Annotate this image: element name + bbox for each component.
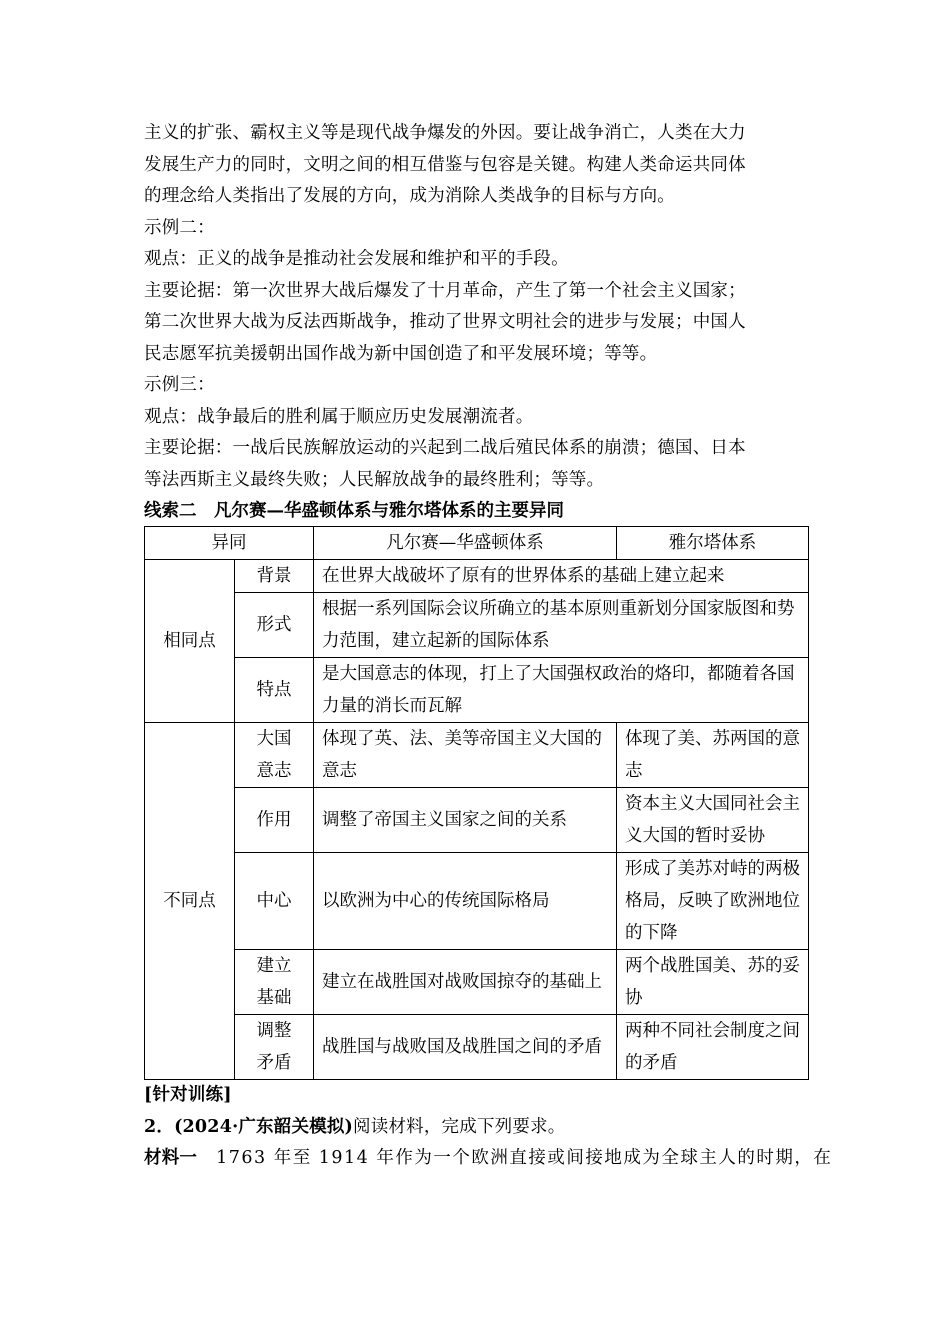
material-line xyxy=(144,1143,833,1175)
aspect-cell: 特点 xyxy=(235,658,314,723)
paragraph-line: 的理念给人类指出了发展的方向，成为消除人类战争的目标与方向。 xyxy=(144,186,675,206)
table-row xyxy=(145,788,809,853)
content-cell: 在世界大战破坏了原有的世界体系的基础上建立起来 xyxy=(314,560,809,593)
aspect-cell: 调整矛盾 xyxy=(235,1015,314,1080)
document-page xyxy=(144,118,833,1175)
aspect-cell: 背景 xyxy=(235,560,314,593)
training-title: [针对训练] xyxy=(144,1085,232,1105)
paragraph-line: 等法西斯主义最终失败；人民解放战争的最终胜利；等等。 xyxy=(144,469,605,490)
material-text: 1763 年至 1914 年作为一个欧洲直接或间接地成为全球主人的时期，在 xyxy=(197,1148,833,1168)
question-prompt: 阅读材料，完成下列要求。 xyxy=(353,1116,566,1137)
table-row xyxy=(145,593,809,658)
vw-cell: 体现了英、法、美等帝国主义大国的意志 xyxy=(314,723,617,788)
table-row xyxy=(145,723,809,788)
yalta-cell: 形成了美苏对峙的两极格局，反映了欧洲地位的下降 xyxy=(617,853,809,950)
diff-label-cell: 不同点 xyxy=(145,723,235,1080)
vw-cell: 建立在战胜国对战败国掠夺的基础上 xyxy=(314,950,617,1015)
table-header-row xyxy=(145,527,809,560)
aspect-cell: 中心 xyxy=(235,853,314,950)
table-row xyxy=(145,950,809,1015)
vw-cell: 调整了帝国主义国家之间的关系 xyxy=(314,788,617,853)
body-text-top xyxy=(144,118,808,496)
vw-cell: 战胜国与战败国及战胜国之间的矛盾 xyxy=(314,1015,617,1080)
aspect-cell: 大国意志 xyxy=(235,723,314,788)
paragraph-line: 主要论据：一战后民族解放运动的兴起到二战后殖民体系的崩溃；德国、日本 xyxy=(144,438,746,458)
content-cell: 根据一系列国际会议所确立的基本原则重新划分国家版图和势力范围，建立起新的国际体系 xyxy=(314,593,809,658)
table-row xyxy=(145,1015,809,1080)
table-row xyxy=(145,658,809,723)
paragraph-line: 民志愿军抗美援朝出国作战为新中国创造了和平发展环境；等等。 xyxy=(144,343,658,364)
question-number: 2． xyxy=(144,1116,175,1137)
header-cell: 异同 xyxy=(145,527,314,560)
question-source: (2024·广东韶关模拟) xyxy=(174,1116,354,1137)
yalta-cell: 体现了美、苏两国的意志 xyxy=(617,723,809,788)
paragraph-line: 主要论据：第一次世界大战后爆发了十月革命，产生了第一个社会主义国家； xyxy=(144,280,746,301)
paragraph-line: 主义的扩张、霸权主义等是现代战争爆发的外因。要让战争消亡，人类在大力 xyxy=(144,123,746,143)
paragraph-line: 观点：正义的战争是推动社会发展和维护和平的手段。 xyxy=(144,249,569,269)
table-row xyxy=(145,560,809,593)
aspect-cell: 形式 xyxy=(235,593,314,658)
example-label: 示例三： xyxy=(144,375,215,395)
paragraph-line: 发展生产力的同时，文明之间的相互借鉴与包容是关键。构建人类命运共同体 xyxy=(144,154,746,175)
yalta-cell: 两种不同社会制度之间的矛盾 xyxy=(617,1015,809,1080)
content-cell: 是大国意志的体现，打上了大国强权政治的烙印，都随着各国力量的消长而瓦解 xyxy=(314,658,809,723)
question-line xyxy=(144,1112,808,1144)
vw-cell: 以欧洲为中心的传统国际格局 xyxy=(314,853,617,950)
header-cell: 凡尔赛—华盛顿体系 xyxy=(314,527,617,560)
example-label: 示例二： xyxy=(144,217,215,238)
yalta-cell: 两个战胜国美、苏的妥协 xyxy=(617,950,809,1015)
yalta-cell: 资本主义大国同社会主义大国的暂时妥协 xyxy=(617,788,809,853)
table-row xyxy=(145,853,809,950)
aspect-cell: 作用 xyxy=(235,788,314,853)
comparison-table xyxy=(144,526,809,1080)
aspect-cell: 建立基础 xyxy=(235,950,314,1015)
same-label-cell: 相同点 xyxy=(145,560,235,723)
paragraph-line: 第二次世界大战为反法西斯战争，推动了世界文明社会的进步与发展；中国人 xyxy=(144,312,746,332)
paragraph-line: 观点：战争最后的胜利属于顺应历史发展潮流者。 xyxy=(144,406,534,427)
material-label: 材料一 xyxy=(144,1148,198,1168)
header-cell: 雅尔塔体系 xyxy=(617,527,809,560)
section-title: 线索二 凡尔赛—华盛顿体系与雅尔塔体系的主要异同 xyxy=(144,501,564,521)
